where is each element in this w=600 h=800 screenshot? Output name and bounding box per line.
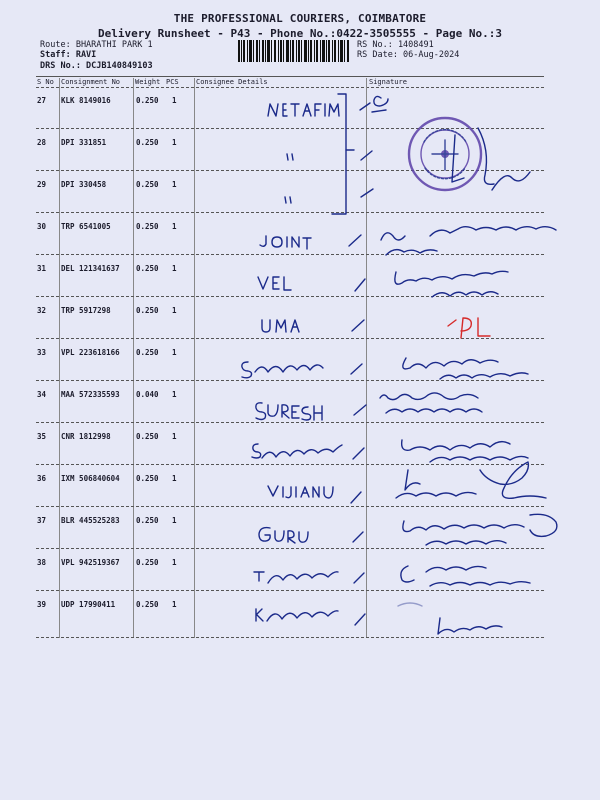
- signature: [381, 227, 556, 255]
- header-rule: [36, 87, 544, 88]
- weight: 0.250: [136, 516, 159, 525]
- pcs: 1: [172, 180, 177, 189]
- consignment-no: UDP 17990411: [61, 600, 116, 609]
- column-divider: [59, 78, 60, 638]
- sno: 32: [37, 306, 47, 315]
- signature: [403, 514, 557, 545]
- handwritten-consignee: [254, 572, 338, 583]
- sno: 36: [37, 474, 47, 483]
- pcs: 1: [172, 306, 177, 315]
- staff-label: Staff: RAVI: [40, 50, 97, 60]
- table-top-rule: [36, 76, 544, 77]
- handwritten-bracket: [332, 94, 354, 214]
- row-rule: [36, 506, 544, 507]
- handwritten-consignee: [258, 277, 291, 290]
- row-rule: [36, 464, 544, 465]
- consignment-no: VPL 942519367: [61, 558, 120, 567]
- handwritten-consignee: [285, 197, 291, 203]
- signature: [396, 462, 546, 498]
- col-header-sno: S No: [37, 78, 54, 86]
- row-rule: [36, 422, 544, 423]
- pcs: 1: [172, 516, 177, 525]
- weight: 0.040: [136, 390, 159, 399]
- signature: [398, 603, 502, 634]
- handwritten-consignee: [259, 528, 308, 543]
- sno: 37: [37, 516, 47, 525]
- rs-date: RS Date: 06-Aug-2024: [357, 50, 460, 60]
- row-rule: [36, 548, 544, 549]
- column-divider: [366, 78, 367, 638]
- col-header-weight: Weight: [135, 78, 161, 86]
- row-rule: [36, 590, 544, 591]
- col-header-consignee: Consignee Details: [196, 78, 268, 86]
- consignment-no: DPI 330458: [61, 180, 107, 189]
- col-header-consignment: Consignment No: [61, 78, 121, 86]
- sno: 30: [37, 222, 47, 231]
- signature: [372, 96, 388, 112]
- route-label: Route: BHARATHI PARK 1: [40, 40, 153, 50]
- sno: 29: [37, 180, 47, 189]
- sno: 33: [37, 348, 47, 357]
- sno: 27: [37, 96, 47, 105]
- consignment-no: VPL 223618166: [61, 348, 120, 357]
- row-rule: [36, 212, 544, 213]
- sno: 31: [37, 264, 47, 273]
- signature: [452, 128, 530, 190]
- consignment-no: TRP 5917298: [61, 306, 111, 315]
- row-rule: [36, 338, 544, 339]
- weight: 0.250: [136, 306, 159, 315]
- consignment-no: IXM 506840604: [61, 474, 120, 483]
- pcs: 1: [172, 348, 177, 357]
- pcs: 1: [172, 600, 177, 609]
- handwritten-consignee: [268, 104, 339, 116]
- handwritten-consignee: [268, 486, 333, 498]
- weight: 0.250: [136, 222, 159, 231]
- handwritten-consignee: [256, 609, 338, 621]
- pcs: 1: [172, 264, 177, 273]
- tick-marks: [349, 103, 373, 625]
- sno: 39: [37, 600, 47, 609]
- row-rule: [36, 637, 544, 638]
- row-rule: [36, 380, 544, 381]
- signature: [380, 393, 482, 413]
- barcode: [238, 40, 350, 62]
- sno: 35: [37, 432, 47, 441]
- column-divider: [133, 78, 134, 638]
- col-header-pcs: PCS: [166, 78, 179, 86]
- pcs: 1: [172, 558, 177, 567]
- sno: 34: [37, 390, 47, 399]
- signature: [448, 318, 490, 338]
- company-title: THE PROFESSIONAL COURIERS, COIMBATORE: [173, 12, 427, 25]
- pcs: 1: [172, 390, 177, 399]
- consignment-no: CNR 1812998: [61, 432, 111, 441]
- weight: 0.250: [136, 474, 159, 483]
- weight: 0.250: [136, 558, 159, 567]
- pcs: 1: [172, 432, 177, 441]
- row-rule: [36, 128, 544, 129]
- pcs: 1: [172, 222, 177, 231]
- sno: 28: [37, 138, 47, 147]
- runsheet-title: Delivery Runsheet - P43 - Phone No.:0422-3505555 - Page No.:3: [98, 27, 502, 40]
- handwritten-consignee: [252, 444, 342, 458]
- row-rule: [36, 170, 544, 171]
- row-rule: [36, 254, 544, 255]
- signature: [403, 358, 528, 379]
- drs-number: DRS No.: DCJB140849103: [40, 61, 153, 71]
- weight: 0.250: [136, 138, 159, 147]
- handwritten-consignee: [260, 236, 311, 249]
- consignment-no: KLK 8149016: [61, 96, 111, 105]
- weight: 0.250: [136, 348, 159, 357]
- weight: 0.250: [136, 96, 159, 105]
- weight: 0.250: [136, 432, 159, 441]
- consignment-no: DPI 331851: [61, 138, 107, 147]
- handwritten-consignee: [262, 320, 299, 332]
- column-divider: [194, 78, 195, 638]
- handwritten-consignee: [242, 362, 323, 378]
- handwritten-consignee: [287, 154, 293, 160]
- sno: 38: [37, 558, 47, 567]
- consignment-no: BLR 445525283: [61, 516, 120, 525]
- signature: [402, 440, 528, 462]
- weight: 0.250: [136, 180, 159, 189]
- col-header-signature: Signature: [369, 78, 407, 86]
- signature: [401, 566, 530, 586]
- consignment-no: TRP 6541005: [61, 222, 111, 231]
- weight: 0.250: [136, 600, 159, 609]
- rs-number: RS No.: 1408491: [357, 40, 434, 50]
- handwritten-consignee: [256, 403, 322, 420]
- row-rule: [36, 296, 544, 297]
- signature: [395, 271, 508, 297]
- pcs: 1: [172, 474, 177, 483]
- weight: 0.250: [136, 264, 159, 273]
- consignment-no: DEL 121341637: [61, 264, 120, 273]
- consignment-no: MAA 572335593: [61, 390, 120, 399]
- pcs: 1: [172, 96, 177, 105]
- pcs: 1: [172, 138, 177, 147]
